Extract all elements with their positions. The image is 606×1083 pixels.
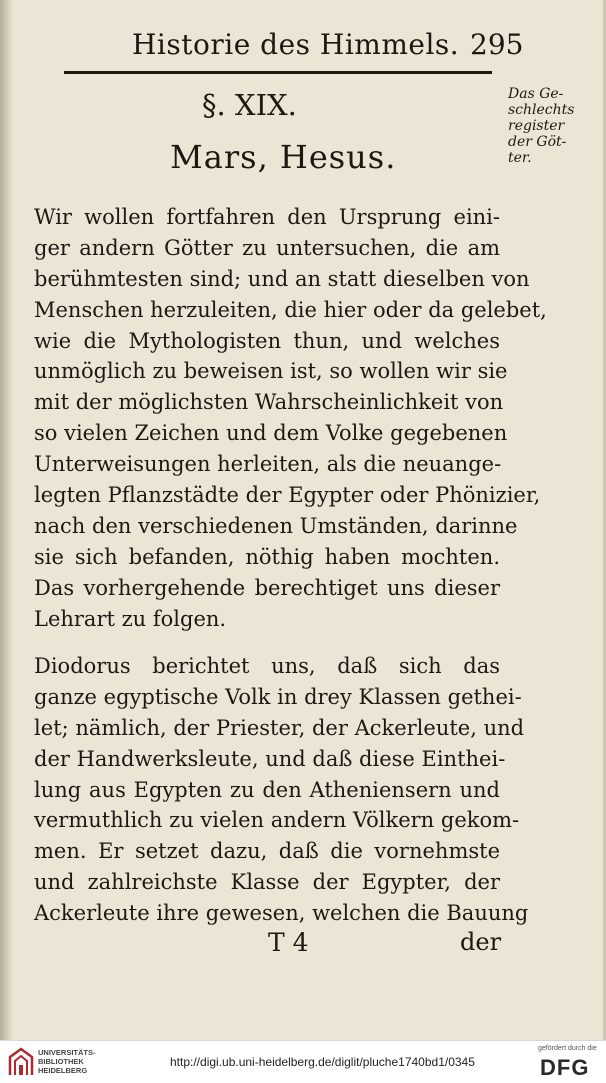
library-name-line: HEIDELBERG xyxy=(38,1066,88,1075)
paragraph-1 xyxy=(34,202,547,634)
text-line: Lehrart zu folgen. xyxy=(34,606,227,631)
text-line: Diodorus berichtet uns, daß sich das xyxy=(34,654,500,678)
signature-mark: T 4 xyxy=(268,928,309,957)
marginal-note-line: der Göt- xyxy=(508,134,567,150)
text-line: und zahlreichste Klasse der Egypter, der xyxy=(34,870,500,895)
marginal-note-line: Das Ge- xyxy=(508,86,564,102)
text-line: Ackerleute ihre gewesen, welchen die Bauung xyxy=(34,901,529,926)
viewer-footer xyxy=(0,1040,606,1083)
text-line: der Handwerksleute, und daß diese Einthei- xyxy=(34,746,506,771)
text-line: legten Pflanzstädte der Egypter oder Phönizier, xyxy=(34,483,541,508)
text-line: men. Er setzet dazu, daß die vornehmste xyxy=(34,839,500,864)
section-number: §. XIX. xyxy=(202,88,297,122)
text-line: ger andern Götter zu untersuchen, die am xyxy=(34,235,500,260)
page-gutter-shadow xyxy=(0,0,14,1040)
marginal-note-line: schlechts xyxy=(508,102,575,118)
text-line: wie die Mythologisten thun, und welches xyxy=(34,328,500,353)
library-name xyxy=(38,1048,96,1075)
running-head: Historie des Himmels. xyxy=(132,28,460,61)
marginal-note xyxy=(508,86,574,166)
text-line: mit der möglichsten Wahrscheinlichkeit von xyxy=(34,390,504,415)
marginal-note-line: ter. xyxy=(508,150,532,166)
page-url-link[interactable]: http://digi.ub.uni-heidelberg.de/diglit/pluche1740bd1/0345 xyxy=(170,1055,475,1069)
text-line: let; nämlich, der Priester, der Ackerleute, und xyxy=(34,715,525,740)
text-line: nach den verschiedenen Umständen, darinne xyxy=(34,513,518,538)
text-line: unmöglich zu beweisen ist, so wollen wir sie xyxy=(34,359,508,384)
text-line: vermuthlich zu vielen andern Völkern gekom- xyxy=(34,808,520,833)
text-line: Unterweisungen herleiten, als die neuange- xyxy=(34,452,502,477)
header-rule xyxy=(64,71,492,74)
paragraph-2 xyxy=(34,651,529,929)
text-line: berühmtesten sind; und an statt dieselben von xyxy=(34,266,530,291)
funder-label: gefördert durch die xyxy=(538,1045,597,1052)
text-line: Menschen herzuleiten, die hier oder da gelebet, xyxy=(34,297,547,322)
dfg-logo: DFG xyxy=(540,1055,590,1080)
marginal-note-line: register xyxy=(508,118,565,134)
text-line: so vielen Zeichen und dem Volke gegebenen xyxy=(34,421,508,446)
library-name-line: UNIVERSITÄTS- xyxy=(38,1048,96,1057)
university-library-logo-icon xyxy=(8,1047,34,1077)
text-line: Wir wollen fortfahren den Ursprung eini- xyxy=(34,205,500,229)
catchword: der xyxy=(460,928,502,956)
section-title: Mars, Hesus. xyxy=(170,138,397,176)
text-line: sie sich befanden, nöthig haben mochten. xyxy=(34,544,500,569)
library-name-line: BIBLIOTHEK xyxy=(38,1057,84,1066)
text-line: ganze egyptische Volk in drey Klassen gethei- xyxy=(34,684,522,709)
page-number: 295 xyxy=(470,28,524,61)
text-line: Das vorhergehende berechtiget uns dieser xyxy=(34,575,500,600)
text-line: lung aus Egypten zu den Atheniensern und xyxy=(34,777,500,802)
